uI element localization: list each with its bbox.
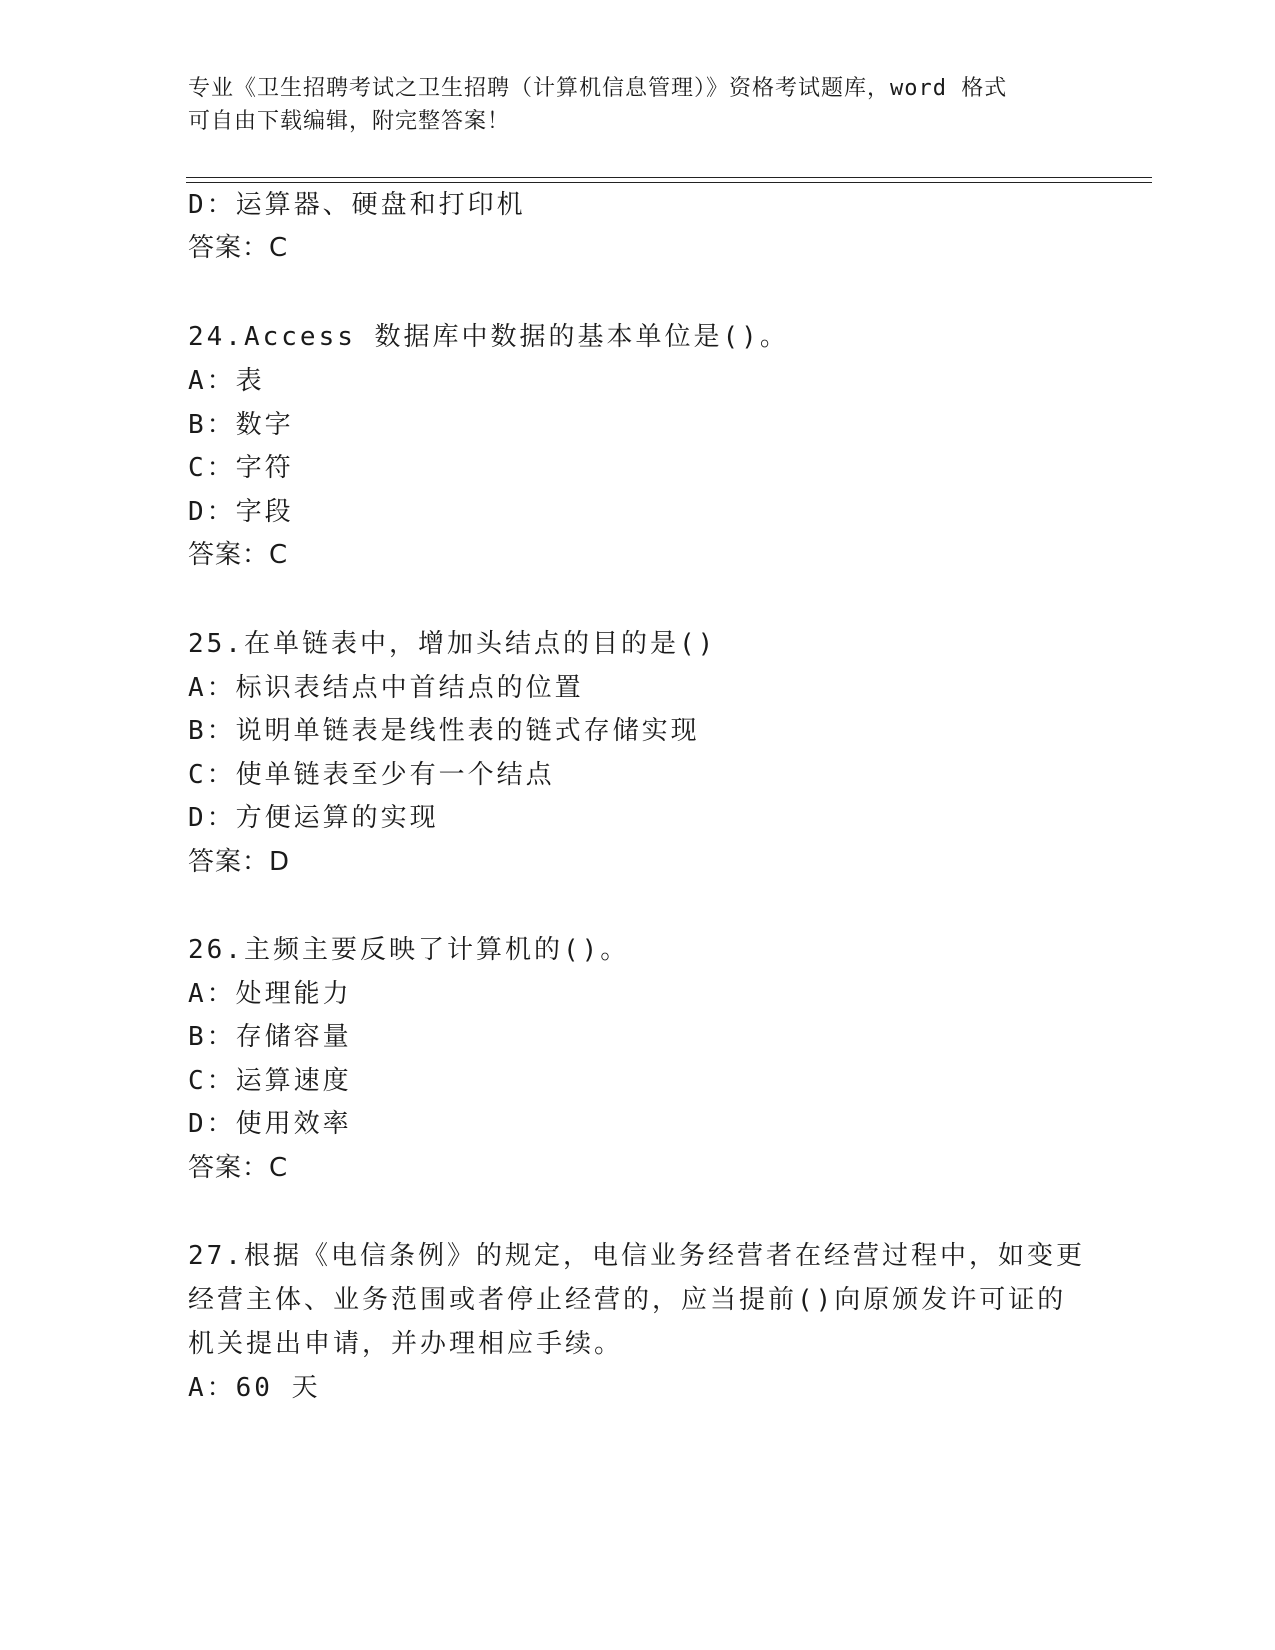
header-line-2: 可自由下载编辑，附完整答案！: [188, 109, 511, 134]
option-line: D：字段: [188, 497, 294, 527]
option-line: C：字符: [188, 453, 294, 483]
option-line: B：数字: [188, 410, 294, 440]
question-stem-line: 经营主体、业务范围或者停止经营的，应当提前()向原颁发许可证的: [188, 1285, 1067, 1315]
answer-line: 答案：D: [188, 847, 291, 877]
answer-line: 答案：C: [188, 1153, 289, 1183]
question-stem-line: 机关提出申请，并办理相应手续。: [188, 1329, 624, 1359]
option-line: D：方便运算的实现: [188, 803, 439, 833]
option-line: A：处理能力: [188, 979, 352, 1009]
option-line: A：标识表结点中首结点的位置: [188, 673, 584, 703]
option-line: A：表: [188, 366, 265, 396]
header-line-1: 专业《卫生招聘考试之卫生招聘（计算机信息管理）》资格考试题库，word 格式: [188, 76, 1008, 101]
option-line: A：60 天: [188, 1373, 321, 1403]
answer-line: 答案：C: [188, 233, 289, 263]
answer-line: 答案：C: [188, 540, 289, 570]
option-line: B：存储容量: [188, 1022, 352, 1052]
document-header: [188, 72, 1068, 138]
option-line: D：使用效率: [188, 1109, 352, 1139]
header-divider-bottom: [186, 182, 1152, 183]
question-stem: 26.主频主要反映了计算机的()。: [188, 935, 630, 965]
header-divider-top: [186, 177, 1152, 178]
question-stem: 25.在单链表中，增加头结点的目的是(): [188, 629, 717, 659]
option-line: D：运算器、硬盘和打印机: [188, 190, 526, 220]
question-stem-line: 27.根据《电信条例》的规定，电信业务经营者在经营过程中，如变更: [188, 1241, 1085, 1271]
option-line: B：说明单链表是线性表的链式存储实现: [188, 716, 700, 746]
option-line: C：运算速度: [188, 1066, 352, 1096]
option-line: C：使单链表至少有一个结点: [188, 760, 555, 790]
question-stem: 24.Access 数据库中数据的基本单位是()。: [188, 322, 789, 352]
